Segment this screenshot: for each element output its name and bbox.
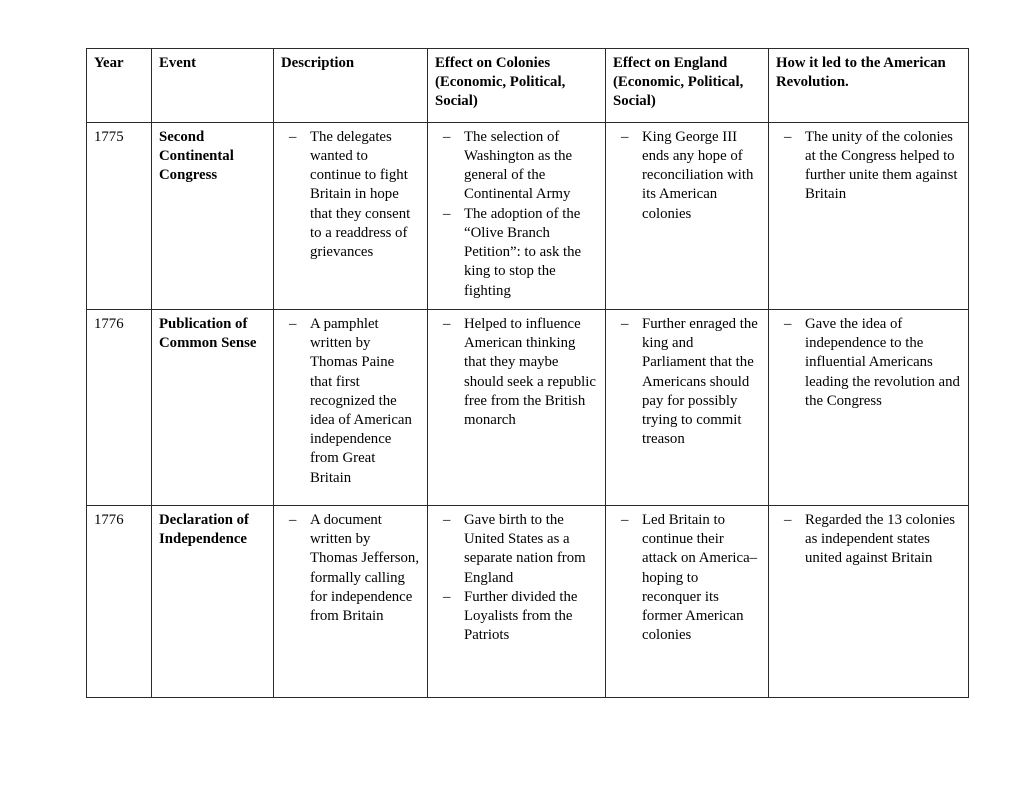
dash-bullet-icon: – [621, 511, 629, 528]
list-item [435, 315, 598, 430]
list-item-text: Helped to influence American thinking that they maybe should seek a republic free from the British monarch [464, 315, 596, 428]
list-item [613, 315, 761, 450]
bullet-list [281, 128, 420, 263]
dash-bullet-icon: – [443, 315, 451, 332]
cell-description [274, 505, 428, 697]
cell-led-to-revolution [769, 122, 969, 309]
dash-bullet-icon: – [443, 511, 451, 528]
bullet-list [435, 315, 598, 430]
list-item [435, 128, 598, 205]
events-table-container [86, 48, 968, 698]
bullet-list [435, 128, 598, 301]
cell-description [274, 122, 428, 309]
column-header-led-to-revolution: How it led to the American Revolution. [769, 49, 969, 123]
bullet-list [776, 511, 961, 569]
list-item-text: Led Britain to continue their attack on America–hoping to reconquer its former American colonies [642, 511, 758, 644]
list-item [776, 511, 961, 569]
list-item-text: A pamphlet written by Thomas Paine that first recognized the idea of American independence from Great Britain [310, 315, 412, 486]
list-item [435, 205, 598, 301]
list-item [613, 128, 761, 224]
table-row [87, 505, 969, 697]
column-header-event: Event [152, 49, 274, 123]
table-row [87, 122, 969, 309]
cell-event: Declaration of Independence [152, 505, 274, 697]
list-item-text: A document written by Thomas Jefferson, formally calling for independence from Britain [310, 511, 420, 624]
dash-bullet-icon: – [443, 205, 451, 222]
column-header-description: Description [274, 49, 428, 123]
column-header-year: Year [87, 49, 152, 123]
list-item-text: The adoption of the “Olive Branch Petition”: to ask the king to stop the fighting [464, 205, 582, 299]
cell-led-to-revolution [769, 505, 969, 697]
table-header [87, 49, 969, 123]
bullet-list [776, 315, 961, 411]
cell-year: 1776 [87, 505, 152, 697]
table-row [87, 309, 969, 505]
cell-effect-england [606, 122, 769, 309]
cell-effect-colonies [428, 122, 606, 309]
list-item-text: Further enraged the king and Parliament that the Americans should pay for possibly trying to commit treason [642, 315, 758, 448]
dash-bullet-icon: – [784, 511, 792, 528]
dash-bullet-icon: – [289, 511, 297, 528]
dash-bullet-icon: – [784, 128, 792, 145]
dash-bullet-icon: – [621, 315, 629, 332]
cell-event: Publication of Common Sense [152, 309, 274, 505]
bullet-list [613, 511, 761, 646]
list-item [281, 511, 420, 626]
bullet-list [435, 511, 598, 646]
cell-description [274, 309, 428, 505]
bullet-list [613, 315, 761, 450]
dash-bullet-icon: – [784, 315, 792, 332]
events-table [86, 48, 969, 698]
table-body [87, 122, 969, 697]
dash-bullet-icon: – [289, 128, 297, 145]
dash-bullet-icon: – [443, 128, 451, 145]
dash-bullet-icon: – [289, 315, 297, 332]
list-item-text: The selection of Washington as the general of the Continental Army [464, 128, 573, 203]
list-item [613, 511, 761, 646]
list-item-text: Gave birth to the United States as a separate nation from England [464, 511, 586, 586]
cell-event: Second Continental Congress [152, 122, 274, 309]
list-item [435, 588, 598, 646]
cell-year: 1776 [87, 309, 152, 505]
list-item-text: The delegates wanted to continue to fight Britain in hope that they consent to a readdress of grievances [310, 128, 411, 261]
list-item-text: Gave the idea of independence to the influential Americans leading the revolution and the Congress [805, 315, 960, 409]
list-item [281, 315, 420, 488]
cell-effect-england [606, 505, 769, 697]
list-item [776, 315, 961, 411]
bullet-list [613, 128, 761, 224]
cell-year: 1775 [87, 122, 152, 309]
dash-bullet-icon: – [443, 588, 451, 605]
column-header-effect-colonies: Effect on Colonies (Economic, Political, Social) [428, 49, 606, 123]
bullet-list [281, 315, 420, 488]
list-item [776, 128, 961, 205]
cell-effect-colonies [428, 309, 606, 505]
bullet-list [776, 128, 961, 205]
cell-effect-england [606, 309, 769, 505]
bullet-list [281, 511, 420, 626]
list-item-text: The unity of the colonies at the Congress helped to further unite them against Britain [805, 128, 958, 203]
list-item [281, 128, 420, 263]
list-item [435, 511, 598, 588]
header-row [87, 49, 969, 123]
dash-bullet-icon: – [621, 128, 629, 145]
column-header-effect-england: Effect on England (Economic, Political, Social) [606, 49, 769, 123]
list-item-text: Further divided the Loyalists from the Patriots [464, 588, 578, 644]
cell-led-to-revolution [769, 309, 969, 505]
list-item-text: Regarded the 13 colonies as independent states united against Britain [805, 511, 955, 567]
cell-effect-colonies [428, 505, 606, 697]
list-item-text: King George III ends any hope of reconciliation with its American colonies [642, 128, 754, 222]
